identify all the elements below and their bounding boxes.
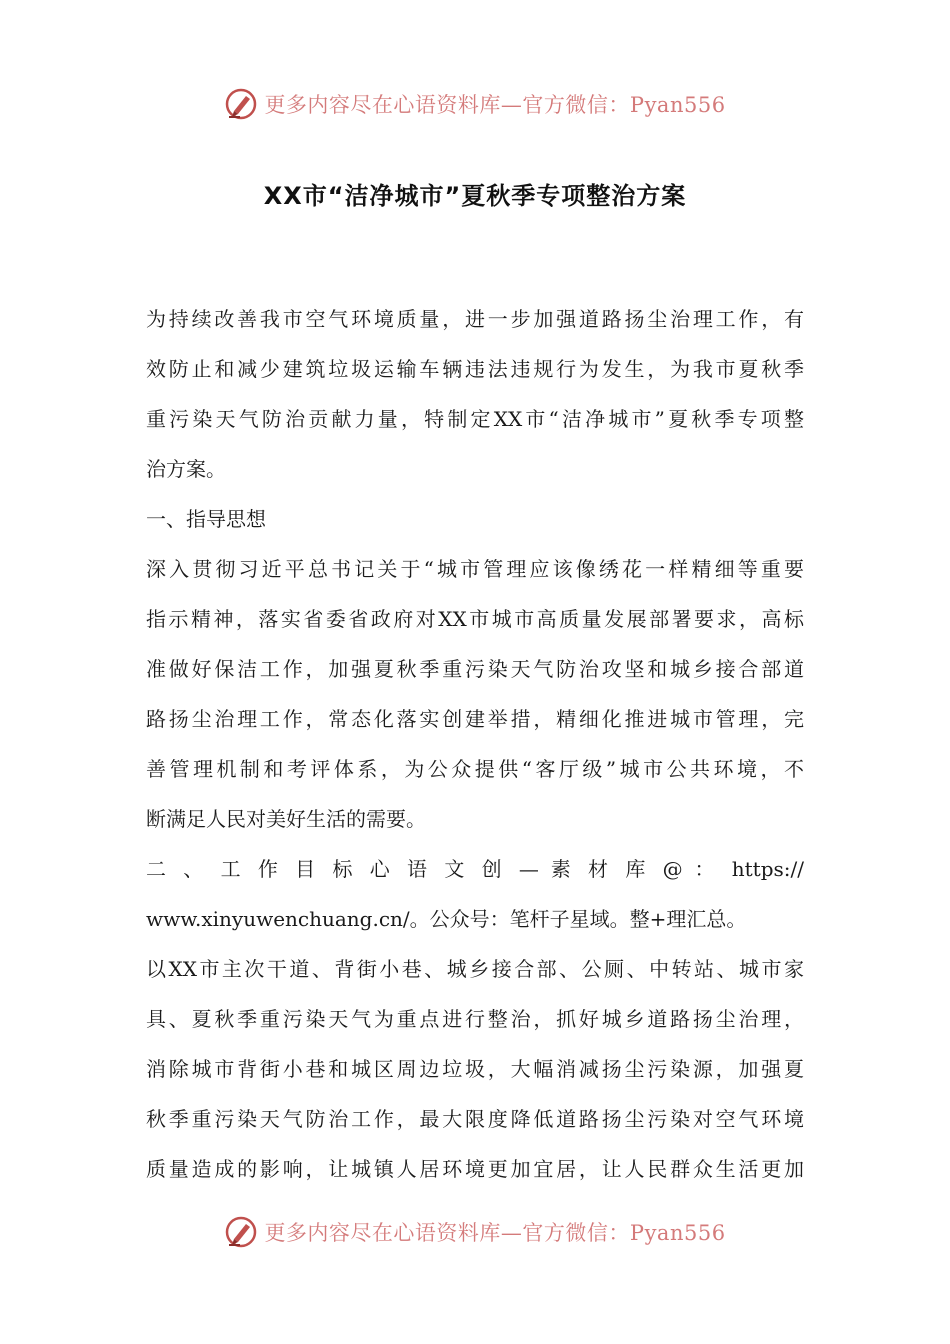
body-line: 质量造成的影响，让城镇人居环境更加宜居，让人民群众生活更加 bbox=[146, 1157, 804, 1181]
body-line: 治方案。 bbox=[146, 457, 226, 481]
body-line: 路扬尘治理工作，常态化落实创建举措，精细化推进城市管理，完 bbox=[146, 707, 804, 731]
pen-nib-icon bbox=[224, 87, 258, 121]
body-line: 为持续改善我市空气环境质量，进一步加强道路扬尘治理工作，有 bbox=[146, 307, 804, 331]
header-banner bbox=[0, 80, 950, 128]
body-line: www.xinyuwenchuang.cn/。公众号：笔杆子星域。整+理汇总。 bbox=[146, 907, 747, 931]
body-line: 善管理机制和考评体系，为公众提供“客厅级”城市公共环境，不 bbox=[146, 757, 804, 781]
body-line: 指示精神，落实省委省政府对XX市城市高质量发展部署要求，高标 bbox=[146, 607, 804, 631]
body-line: 准做好保洁工作，加强夏秋季重污染天气防治攻坚和城乡接合部道 bbox=[146, 657, 804, 681]
document-title: XX市“洁净城市”夏秋季专项整治方案 bbox=[263, 182, 687, 210]
pen-nib-icon bbox=[224, 1215, 258, 1249]
body-line: 具、夏秋季重污染天气为重点进行整治，抓好城乡道路扬尘治理， bbox=[146, 1007, 804, 1031]
footer-banner bbox=[0, 1208, 950, 1256]
body-line: 效防止和减少建筑垃圾运输车辆违法违规行为发生，为我市夏秋季 bbox=[146, 357, 804, 381]
section-heading-work-goals: 二 、 工 作 目 标 心 语 文 创 — 素 材 库 @ ： https:// bbox=[146, 857, 804, 881]
body-line: 重污染天气防治贡献力量，特制定XX市“洁净城市”夏秋季专项整 bbox=[146, 407, 804, 431]
body-line: 消除城市背街小巷和城区周边垃圾，大幅消减扬尘污染源，加强夏 bbox=[146, 1057, 804, 1081]
body-line: 以XX市主次干道、背街小巷、城乡接合部、公厕、中转站、城市家 bbox=[146, 957, 804, 981]
body-line: 深入贯彻习近平总书记关于“城市管理应该像绣花一样精细等重要 bbox=[146, 557, 804, 581]
document-body bbox=[146, 294, 804, 1194]
section-heading-guiding-ideology: 一、指导思想 bbox=[146, 507, 266, 531]
body-line: 秋季重污染天气防治工作，最大限度降低道路扬尘污染对空气环境 bbox=[146, 1107, 804, 1131]
footer-banner-text: 更多内容尽在心语资料库—官方微信：Pyan556 bbox=[264, 1221, 726, 1245]
body-line: 断满足人民对美好生活的需要。 bbox=[146, 807, 426, 831]
header-banner-text: 更多内容尽在心语资料库—官方微信：Pyan556 bbox=[264, 93, 726, 117]
